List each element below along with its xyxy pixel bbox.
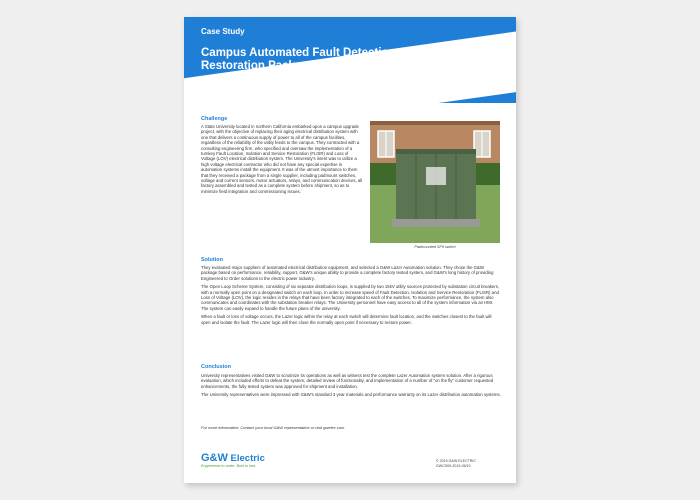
- solution-paragraph: The Open Loop Scheme System, consisting of six separate distribution loops, is supplied by two 15kV utility sources protected by substation circuit breakers, with a normally open point on a designated switch on each loop. In order to increase speed of Fault Detection, Isolation and Service Restoration (FLISR) and Loss of Voltage (LOV), the logic resides in the relays that have been factory integrated to each of the switches. To maximize performance, the system also communicates and coordinates with the substation breaker relays. The University personnel have easy access to all of the system information via an HMI. The system can easily expand to handle the future plans of the university.: [201, 284, 500, 311]
- challenge-paragraph: A State University located in northern California embarked upon a campus upgrade project, with the objective of replacing their aging electrical distribution system with one that delivers a continuous supply of power to all of the campus facilities, regardless of the reliability of the utility feeds to the campus. They contracted with a consulting engineering firm, who specified and oversaw the implementation of a turnkey Fault Location, Isolation and Service Restoration (FLISR) and Loss of Voltage (LOV) electrical distribution system. The University's intent was to utilize a high voltage electrical contractor who did not have any special expertise in automation systems install the equipment. It was of the utmost importance to them that they received a package from a single supplier, including padmount switches, voltage and current sensors, motor actuators, relays, and communication devices, all factory assembled and tested as a complete system before shipment, so as to minimize field integration and commissioning issues.: [201, 124, 363, 194]
- conclusion-paragraph: University representatives visited G&W to scrutinize its operations as well as witness test the complete Lazer Automation system solution. After a rigorous evaluation, which included efforts to defeat the system, detailed review of functionality, and implementation of a number of "on the fly" customer requested enhancements, the fully tested system was approved for shipment and installation.: [201, 373, 494, 389]
- gw-electric-logo: [201, 453, 265, 469]
- header-banner: [184, 17, 516, 103]
- document-code: GWCS09-2019-05/19: [436, 463, 471, 468]
- solution-paragraph: They evaluated major suppliers of automated electrical distribution equipment, and selected a G&W Lazer Automation solution. They chose the G&W package based on performance, reliability, support, G&W's unique ability to provide a complete factory tested system, and G&W's long history of providing Engineered to Order solutions to the electric power industry.: [201, 265, 494, 281]
- solution-body: [201, 265, 501, 328]
- solution-heading: Solution: [201, 257, 223, 263]
- photo-caption: Padmounted SF6 switch: [414, 245, 456, 249]
- more-information-note: For more information: Contact your local G&W representative or visit gwelec.com: [201, 425, 345, 430]
- copyright-line: © 2019 G&W ELECTRIC: [436, 459, 476, 463]
- document-type-label: Case Study: [201, 27, 245, 36]
- copyright-block: [436, 459, 476, 469]
- case-study-document: [184, 17, 516, 483]
- solution-paragraph: When a fault or loss of voltage occurs, the Lazer logic within the relay at each switch will determine fault location, and the switches closest to the fault will open and isolate the fault. The Lazer logic will then close the normally open point if necessary to restore power.: [201, 314, 492, 325]
- conclusion-body: [201, 373, 501, 401]
- document-title: Campus Automated Fault Detection, Isolation and Restoration Package: [201, 47, 473, 72]
- conclusion-heading: Conclusion: [201, 364, 231, 370]
- logo-wordmark: Electric: [230, 453, 265, 464]
- padmount-switch-photo: [370, 121, 500, 243]
- challenge-body: [201, 124, 363, 197]
- conclusion-paragraph: The University representatives were impressed with G&W's standard 3 year materials and performance warranty on its Lazer distribution automation systems.: [201, 392, 501, 398]
- switchgear-illustration: [370, 121, 500, 243]
- challenge-heading: Challenge: [201, 116, 228, 122]
- logo-gw-mark: G&W: [201, 452, 228, 464]
- logo-tagline: Engineered to order. Built to last.: [201, 464, 257, 468]
